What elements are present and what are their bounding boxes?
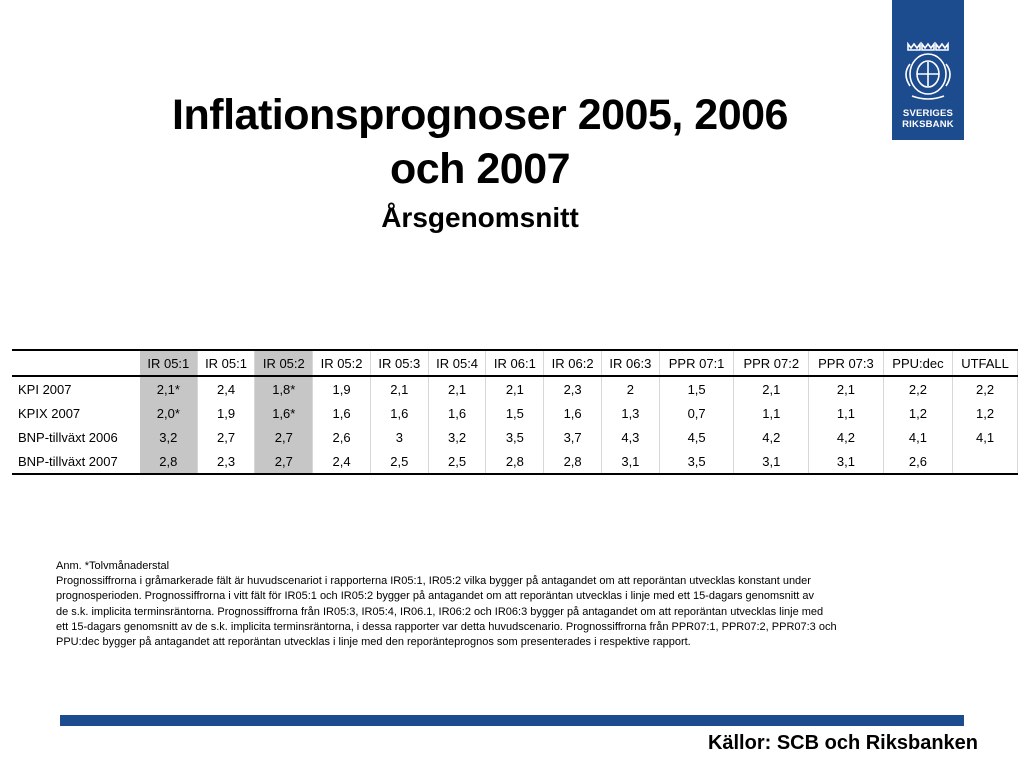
column-header: PPR 07:1 bbox=[659, 350, 734, 376]
table-cell: 1,6* bbox=[255, 401, 313, 425]
logo-line-1: SVERIGES bbox=[902, 108, 954, 119]
table-cell: 2,5 bbox=[428, 449, 486, 474]
footnote-line: de s.k. implicita terminsräntorna. Prognossiffrorna från IR05:3, IR05:4, IR06.1, IR06:2 och IR06:3 bygger på antagandet om att reporäntan utvecklas linje med bbox=[56, 605, 824, 618]
column-header: PPU:dec bbox=[883, 350, 952, 376]
column-header: IR 05:2 bbox=[255, 350, 313, 376]
column-header: IR 06:2 bbox=[544, 350, 602, 376]
table-cell: 1,1 bbox=[734, 401, 809, 425]
table-cell: 1,3 bbox=[602, 401, 660, 425]
table-cell: 1,2 bbox=[953, 401, 1018, 425]
table-cell: 2,1 bbox=[428, 376, 486, 401]
footer-bar bbox=[60, 715, 964, 726]
row-label: BNP-tillväxt 2007 bbox=[12, 449, 140, 474]
row-label: BNP-tillväxt 2006 bbox=[18, 429, 118, 445]
table-cell: 2,4 bbox=[197, 376, 255, 401]
table-cell: 2,7 bbox=[255, 425, 313, 449]
table-cell: 4,2 bbox=[809, 425, 884, 449]
footnote-line: Anm. *Tolvmånaderstal bbox=[56, 560, 170, 572]
table-cell: 3,2 bbox=[140, 425, 197, 449]
table-cell: 1,6 bbox=[370, 401, 428, 425]
table-cell: 2,0* bbox=[140, 401, 197, 425]
table-cell: 1,1 bbox=[809, 401, 884, 425]
table-cell: 0,7 bbox=[659, 401, 734, 425]
table-corner-cell bbox=[12, 350, 140, 376]
table-cell: 1,6 bbox=[544, 401, 602, 425]
table-cell: 4,1 bbox=[953, 425, 1018, 449]
row-label: KPIX 2007 bbox=[18, 405, 81, 421]
footnote-line: Prognossiffrorna i gråmarkerade fält är huvudscenariot i rapporterna IR05:1, IR05:2 vilka bygger på antagandet om att reporäntan utvecklas konstant under bbox=[56, 575, 811, 588]
table-cell: 3,1 bbox=[734, 449, 809, 474]
table-cell: 1,9 bbox=[197, 401, 255, 425]
table-row bbox=[12, 425, 1018, 449]
table-cell: 3 bbox=[370, 425, 428, 449]
row-label: KPI 2007 bbox=[18, 381, 72, 397]
footnote-line: ett 15-dagars genomsnitt av de s.k. implicita terminsräntorna, i dessa rapporter var detta huvudscenario. Prognossiffrorna från PPR07:1, PPR07:2, PPR07:3 och bbox=[56, 620, 837, 633]
table-cell: 2,6 bbox=[883, 449, 952, 474]
table-cell: 2,1* bbox=[140, 376, 197, 401]
table-row bbox=[12, 449, 1018, 474]
table-cell: 1,6 bbox=[313, 401, 371, 425]
table-row bbox=[12, 401, 1018, 425]
column-header: IR 06:1 bbox=[486, 350, 544, 376]
table-cell: 2,5 bbox=[370, 449, 428, 474]
table-cell: 3,2 bbox=[428, 425, 486, 449]
footnote-line: PPU:dec bygger på antagandet att reporäntan utvecklas i linje med den reporänteprognos som presenterades i respektive rapport. bbox=[56, 636, 691, 649]
column-header: IR 05:4 bbox=[428, 350, 486, 376]
column-header: IR 05:1 bbox=[140, 350, 197, 376]
column-header: IR 05:1 bbox=[197, 350, 255, 376]
table-cell: 1,5 bbox=[486, 401, 544, 425]
column-header: PPR 07:3 bbox=[809, 350, 884, 376]
table-header-row bbox=[12, 350, 1018, 376]
table-cell: 2,8 bbox=[544, 449, 602, 474]
table-cell: 2,2 bbox=[883, 376, 952, 401]
forecast-table bbox=[12, 349, 1018, 475]
riksbank-crest-icon bbox=[900, 40, 956, 102]
table-cell: 2,1 bbox=[370, 376, 428, 401]
table-cell bbox=[953, 449, 1018, 474]
page-title-line-2: och 2007 bbox=[389, 145, 571, 193]
page-title-line-1: Inflationsprognoser 2005, 2006 bbox=[172, 91, 788, 139]
table-cell: 1,6 bbox=[428, 401, 486, 425]
page-title bbox=[90, 88, 870, 196]
column-header: IR 06:3 bbox=[602, 350, 660, 376]
table-cell: 1,5 bbox=[659, 376, 734, 401]
table-cell: 1,8* bbox=[255, 376, 313, 401]
table-cell: 2,7 bbox=[197, 425, 255, 449]
table-cell: 2,1 bbox=[486, 376, 544, 401]
table-cell: 2,1 bbox=[734, 376, 809, 401]
table-cell: 2,2 bbox=[953, 376, 1018, 401]
table-cell: 2,4 bbox=[313, 449, 371, 474]
table-cell: 2 bbox=[602, 376, 660, 401]
column-header: UTFALL bbox=[953, 350, 1018, 376]
table-cell: 4,5 bbox=[659, 425, 734, 449]
logo-line-2: RIKSBANK bbox=[902, 119, 954, 130]
table-cell: 2,1 bbox=[809, 376, 884, 401]
table-cell: 2,8 bbox=[486, 449, 544, 474]
footnote bbox=[56, 559, 986, 650]
table-cell: 2,6 bbox=[313, 425, 371, 449]
table-cell: 3,1 bbox=[809, 449, 884, 474]
footnote-line: prognosperioden. Prognossiffrorna i vitt fält för IR05:1 och IR05:2 bygger på antagandet om att reporäntan utvecklas i linje med ett 15-dagars genomsnitt av bbox=[56, 590, 815, 603]
table-cell: 4,3 bbox=[602, 425, 660, 449]
column-header: IR 05:2 bbox=[313, 350, 371, 376]
table-cell: 2,7 bbox=[255, 449, 313, 474]
column-header: PPR 07:2 bbox=[734, 350, 809, 376]
source-note: Källor: SCB och Riksbanken bbox=[707, 732, 978, 754]
column-header: IR 05:3 bbox=[370, 350, 428, 376]
table-cell: 3,7 bbox=[544, 425, 602, 449]
riksbank-logo bbox=[892, 0, 964, 140]
table-cell: 2,3 bbox=[544, 376, 602, 401]
table-cell: 4,1 bbox=[883, 425, 952, 449]
table-cell: 2,3 bbox=[197, 449, 255, 474]
table-row bbox=[12, 376, 1018, 401]
table-cell: 4,2 bbox=[734, 425, 809, 449]
table-cell: 3,5 bbox=[659, 449, 734, 474]
table-cell: 3,1 bbox=[602, 449, 660, 474]
page-subtitle: Årsgenomsnitt bbox=[381, 202, 579, 233]
table-cell: 1,2 bbox=[883, 401, 952, 425]
table-cell: 1,9 bbox=[313, 376, 371, 401]
table-cell: 2,8 bbox=[140, 449, 197, 474]
table-cell: 3,5 bbox=[486, 425, 544, 449]
